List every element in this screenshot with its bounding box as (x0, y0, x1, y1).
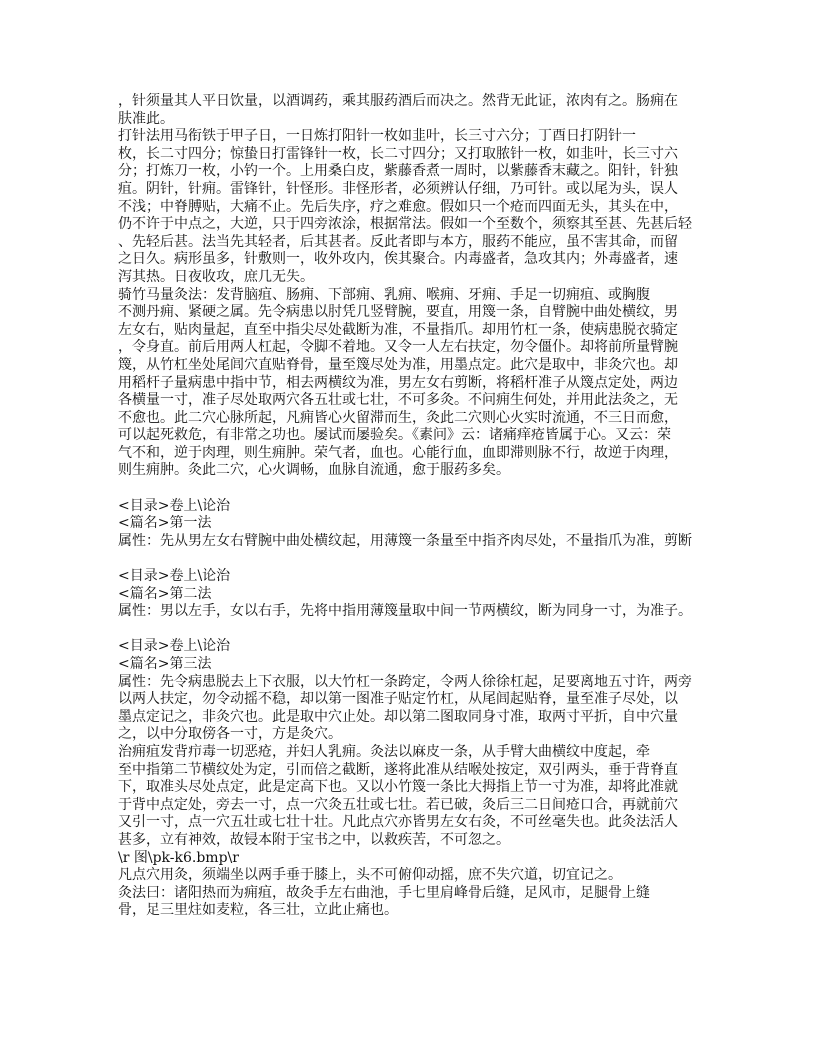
text-line: \r 图\pk-k6.bmp\r (118, 849, 239, 866)
text-line: <目录>卷上\论治 (118, 568, 231, 585)
text-line: 用稻杆子量病患中指中节，相去两横纹为准，男左女右剪断，将稻杆准子从篾点定处，两边 (118, 374, 678, 391)
text-line: 之日久。病形虽多，针敷则一，收外攻内，俟其聚合。内毒盛者，急攻其内；外毒盛者，速 (118, 251, 678, 268)
text-line: <篇名>第三法 (118, 656, 212, 672)
text-line: 不浅；中脊膊贴，大痛不止。先后失序，疗之难愈。假如只一个疮而四面无头，其头在中， (118, 198, 678, 215)
text-line: <目录>卷上\论治 (118, 497, 231, 514)
text-line: 骨，足三里炷如麦粒，各三壮，立此止痛也。 (118, 902, 398, 919)
text-line: 属性：先从男左女右臂腕中曲处横纹起，用薄篾一条量至中指齐肉尽处，不量指爪为准，剪断 (118, 532, 692, 549)
text-line: 属性：男以左手，女以右手，先将中指用薄篾量取中间一节两横纹，断为同身一寸，为准子。 (118, 603, 692, 620)
text-line: 可以起死救危，有非常之功也。屡试而屡验矣。《素问》云：诸痛痒疮皆属于心。又云：荣 (118, 427, 671, 444)
text-line: 于背中点定处，旁去一寸，点一穴灸五壮或七壮。若已破，灸后三二日间疮口合，再就前穴 (118, 796, 678, 813)
text-line: 凡点穴用灸，须端坐以两手垂于膝上，头不可俯仰动摇，庶不失穴道，切宜记之。 (118, 867, 622, 884)
text-line: ，令身直。前后用两人杠起，令脚不着地。又令一人左右扶定，勿令僵仆。却将前所量臂腕 (118, 339, 678, 356)
text-line: 又引一寸，点一穴五壮或七壮十壮。凡此点穴亦皆男左女右灸，不可丝毫失也。此灸法活人 (118, 814, 678, 831)
text-line: 肤准此。 (118, 110, 174, 127)
text-line: 仍不许于中点之，大逆，只于四旁浓涂，根据常法。假如一个至数个，须察其至甚、先甚后轻 (118, 216, 692, 233)
text-line: 至中指第二节横纹处为定，引而倍之截断，遂将此准从结喉处按定，双引两头，垂于背脊直 (118, 761, 678, 778)
text-line: 不测丹痈、紧硬之属。先令病患以肘凭几竖臂腕，要直，用篾一条，自臂腕中曲处横纹，男 (118, 304, 678, 321)
text-line: 泻其热。日夜收攻，庶几无失。 (118, 268, 314, 285)
text-line: 以两人扶定，勿令动摇不稳，却以第一图准子贴定竹杠，从尾闾起贴脊，量至准子尽处，以 (118, 691, 678, 708)
text-line: 分；打炼刀一枚，小钓一个。上用桑白皮，紫藤香煮一周时，以紫藤香末藏之。阳针，针独 (118, 163, 678, 180)
document-page (118, 93, 718, 920)
text-line: 气不和，逆于肉理，则生痈肿。荣气者，血也。心能行血，血即滞则脉不行，故逆于肉理， (118, 444, 678, 461)
text-line: 治痈疽发背疖毒一切恶疮，并妇人乳痈。灸法以麻皮一条，从手臂大曲横纹中度起，牵 (118, 743, 650, 760)
text-line: ，针须量其人平日饮量，以酒调药，乘其服药酒后而决之。然背无此证，浓肉有之。肠痈在 (118, 93, 678, 109)
text-line: 墨点定记之，非灸穴也。此是取中穴止处。却以第二图取同身寸准，取两寸平折，自中穴量 (118, 708, 678, 725)
text-line: <目录>卷上\论治 (118, 638, 231, 655)
blank-line (118, 480, 718, 498)
text-line: 、先轻后甚。法当先其轻者，后其甚者。反此者即与本方，服药不能应，虽不害其命，而留 (118, 233, 678, 250)
text-line: 疽。阴针，针痈。雷锋针，针怪形。非怪形者，必须辨认仔细，乃可针。或以尾为头，误人 (118, 180, 678, 197)
text-line: 甚多，立有神效，故锓本附于宝书之中，以救疾苦，不可忽之。 (118, 831, 510, 848)
text-line: 打针法用马衔铁于甲子日，一日炼打阳针一枚如韭叶，长三寸六分；丁酉日打阴针一 (118, 128, 636, 145)
blank-line (118, 550, 718, 568)
text-line: 之，以中分取傍各一寸，方是灸穴。 (118, 726, 342, 743)
text-line: <篇名>第一法 (118, 515, 212, 532)
text-line: 灸法曰：诸阳热而为痈疽，故灸手左右曲池，手七里肩峰骨后缝，足风市，足腿骨上缝 (118, 884, 650, 901)
text-line: 则生痈肿。灸此二穴，心火调畅，血脉自流通，愈于服药多矣。 (118, 462, 510, 479)
text-line: 枚，长二寸四分；惊蛰日打雷锋针一枚，长二寸四分；又打取脓针一枚，如韭叶，长三寸六 (118, 145, 678, 162)
text-line: 左女右，贴肉量起，直至中指尖尽处截断为准，不量指爪。却用竹杠一条，使病患脱衣骑定 (118, 321, 678, 338)
text-line: 篾，从竹杠坐处尾闾穴直贴脊骨，量至篾尽处为准，用墨点定。此穴是取中，非灸穴也。却 (118, 356, 678, 373)
text-line: 各横量一寸，准子尽处取两穴各五壮或七壮，不可多灸。不问痈生何处，并用此法灸之，无 (118, 392, 678, 409)
text-line: 下，取准头尽处点定，此是定高下也。又以小竹篾一条比大拇指上节一寸为准，却将此准就 (118, 779, 678, 796)
text-line: 骑竹马量灸法：发背脑疽、肠痈、下部痈、乳痈、喉痈、牙痈、手足一切痈疽、或胸腹 (118, 286, 650, 303)
text-line: <篇名>第二法 (118, 585, 212, 602)
text-line: 属性：先令病患脱去上下衣服，以大竹杠一条跨定，令两人徐徐杠起，足要离地五寸许，两旁 (118, 673, 692, 690)
blank-line (118, 621, 718, 639)
text-line: 不愈也。此二穴心脉所起，凡痈皆心火留滞而生，灸此二穴则心火实时流通，不三日而愈， (118, 409, 678, 426)
